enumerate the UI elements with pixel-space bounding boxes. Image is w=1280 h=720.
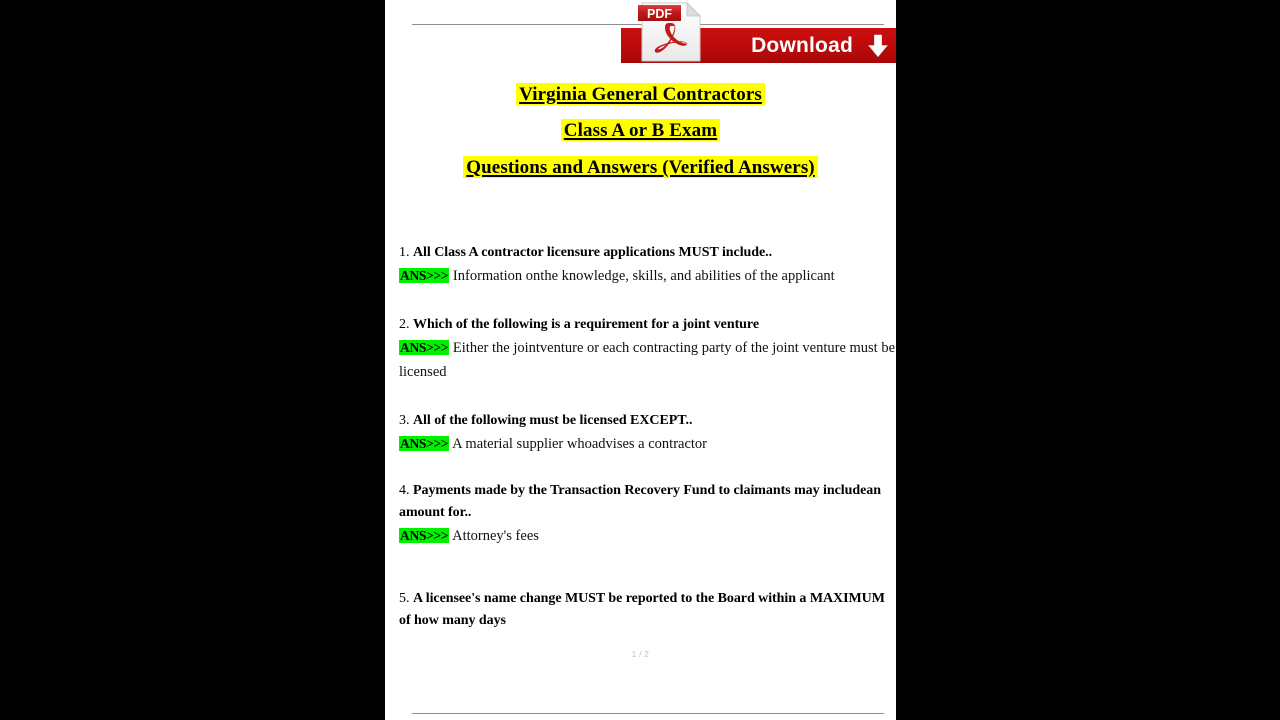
qa-spacer [399, 574, 896, 588]
down-arrow-icon [867, 34, 889, 58]
questions-and-answers-body [399, 242, 896, 632]
answer-text: Attorney's fees [452, 528, 539, 544]
answer-text: Either the jointventure or each contracting party of the joint venture must be licensed [399, 340, 896, 380]
question-line [399, 242, 896, 264]
question-text: All of the following must be licensed EXCEPT.. [413, 413, 693, 428]
document-title-line-3 [385, 157, 896, 179]
question-number: 3. [399, 413, 410, 428]
answer-prefix-badge: ANS>>> [400, 436, 449, 451]
document-title-line-1 [385, 84, 896, 106]
pdf-file-icon[interactable] [637, 1, 705, 63]
answer-prefix-badge: ANS>>> [400, 528, 449, 543]
question-number: 1. [399, 245, 410, 260]
question-line [399, 588, 896, 632]
question-text: Which of the following is a requirement for a joint venture [413, 317, 759, 332]
title-highlight-3: Questions and Answers (Verified Answers) [463, 156, 818, 178]
pdf-badge-text: PDF [647, 6, 672, 21]
question-number: 4. [399, 483, 410, 498]
answer-prefix-badge: ANS>>> [400, 340, 449, 355]
page-bottom-rule [412, 713, 884, 714]
qa-spacer [399, 548, 896, 574]
answer-line [399, 432, 896, 456]
download-button-label: Download [751, 34, 853, 57]
question-line [399, 314, 896, 336]
qa-item [399, 410, 896, 456]
question-number: 5. [399, 591, 410, 606]
answer-prefix-badge: ANS>>> [400, 268, 449, 283]
qa-item [399, 480, 896, 548]
page-number-indicator: 1 / 2 [631, 650, 650, 659]
qa-spacer [399, 456, 896, 480]
answer-line [399, 336, 896, 384]
answer-line [399, 264, 896, 288]
answer-line [399, 524, 896, 548]
title-highlight-2: Class A or B Exam [561, 119, 720, 141]
question-number: 2. [399, 317, 410, 332]
qa-item [399, 588, 896, 632]
question-text: Payments made by the Transaction Recovery Fund to claimants may includean amount for.. [399, 483, 881, 520]
qa-item [399, 242, 896, 288]
question-text: A licensee's name change MUST be reported to the Board within a MAXIMUM of how many days [399, 591, 885, 628]
answer-text: Information onthe knowledge, skills, and abilities of the applicant [452, 268, 835, 284]
answer-text: A material supplier whoadvises a contractor [452, 436, 708, 452]
question-text: All Class A contractor licensure applications MUST include.. [413, 245, 773, 260]
document-page [385, 0, 896, 720]
question-line [399, 480, 896, 524]
qa-spacer [399, 288, 896, 314]
document-title-line-2 [385, 120, 896, 142]
title-highlight-1: Virginia General Contractors [516, 83, 765, 105]
qa-item [399, 314, 896, 384]
question-line [399, 410, 896, 432]
qa-spacer [399, 384, 896, 410]
